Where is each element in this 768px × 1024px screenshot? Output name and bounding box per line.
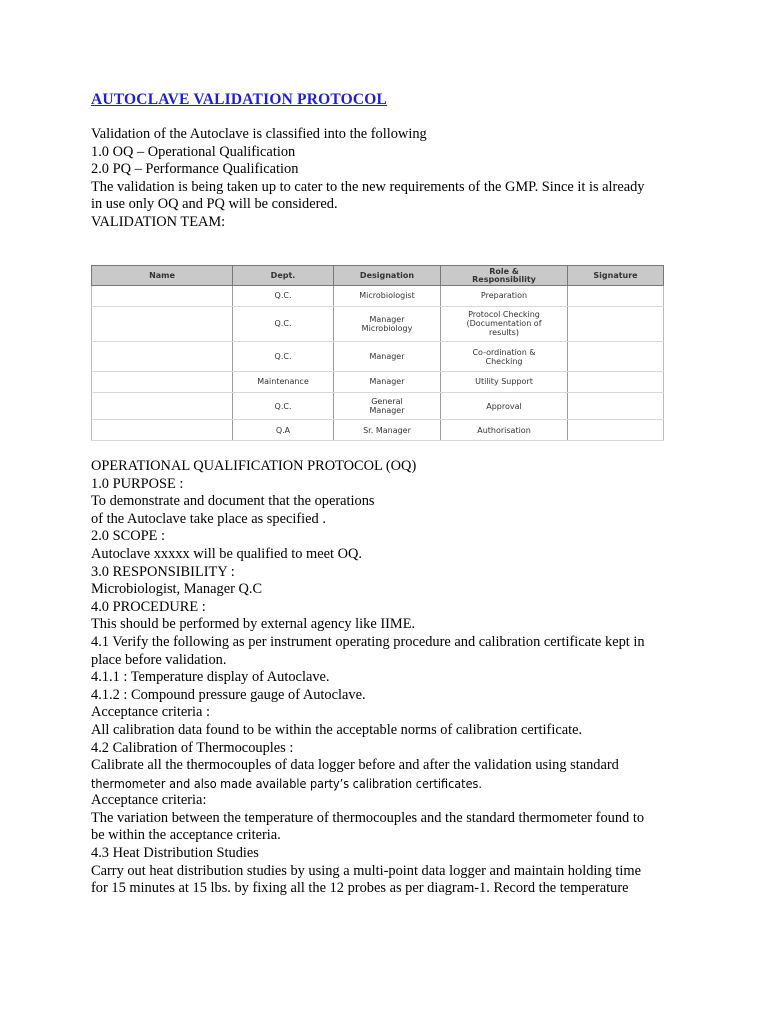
section-heading: 4.0 PROCEDURE : bbox=[91, 598, 206, 615]
cell-designation: Manager Microbiology bbox=[334, 306, 441, 342]
body-line: All calibration data found to be within the acceptable norms of calibration certificate. bbox=[91, 721, 583, 738]
body-line: 4.1.2 : Compound pressure gauge of Autoclave. bbox=[91, 686, 366, 703]
table-header-row bbox=[92, 266, 664, 286]
cell-signature bbox=[568, 286, 664, 307]
body-line: Microbiologist, Manager Q.C bbox=[91, 581, 263, 598]
header-role: Role & Responsibility bbox=[441, 266, 568, 286]
cell-name bbox=[92, 342, 233, 372]
cell-role: Approval bbox=[441, 392, 568, 420]
cell-signature bbox=[568, 372, 664, 393]
body-line: be within the acceptance criteria. bbox=[91, 827, 281, 844]
cell-role: Utility Support bbox=[441, 372, 568, 393]
table-row bbox=[92, 306, 664, 342]
cell-role: Co-ordination & Checking bbox=[441, 342, 568, 372]
acceptance-criteria-label: Acceptance criteria : bbox=[91, 704, 211, 721]
section-heading: 2.0 SCOPE : bbox=[91, 528, 165, 545]
section-heading: 4.2 Calibration of Thermocouples : bbox=[91, 739, 294, 756]
table-row bbox=[92, 286, 664, 307]
body-line: Carry out heat distribution studies by using a multi-point data logger and maintain holding time bbox=[91, 862, 641, 879]
body-line: for 15 minutes at 15 lbs. by fixing all the 12 probes as per diagram-1. Record the temperature bbox=[91, 880, 629, 897]
validation-team-heading: VALIDATION TEAM: bbox=[91, 213, 226, 230]
acceptance-criteria-label: Acceptance criteria: bbox=[91, 792, 207, 809]
section-heading: 3.0 RESPONSIBILITY : bbox=[91, 563, 235, 580]
cell-dept: Q.A bbox=[233, 420, 334, 441]
intro-section bbox=[91, 126, 691, 232]
cell-dept: Maintenance bbox=[233, 372, 334, 393]
intro-line: 1.0 OQ – Operational Qualification bbox=[91, 143, 296, 160]
cell-name bbox=[92, 420, 233, 441]
cell-designation: General Manager bbox=[334, 392, 441, 420]
header-designation: Designation bbox=[334, 266, 441, 286]
body-line: of the Autoclave take place as specified . bbox=[91, 510, 326, 527]
cell-designation: Microbiologist bbox=[334, 286, 441, 307]
body-line: place before validation. bbox=[91, 651, 227, 668]
section-heading: 1.0 PURPOSE : bbox=[91, 475, 184, 492]
oq-heading: OPERATIONAL QUALIFICATION PROTOCOL (OQ) bbox=[91, 458, 417, 474]
header-dept: Dept. bbox=[233, 266, 334, 286]
table-row bbox=[92, 420, 664, 441]
cell-name bbox=[92, 286, 233, 307]
header-signature: Signature bbox=[568, 266, 664, 286]
cell-name bbox=[92, 392, 233, 420]
intro-line: 2.0 PQ – Performance Qualification bbox=[91, 161, 299, 178]
body-line: thermometer and also made available party’s calibration certificates. bbox=[91, 775, 482, 791]
body-line: 4.1 Verify the following as per instrument operating procedure and calibration certificate kept in bbox=[91, 633, 645, 650]
body-line: Calibrate all the thermocouples of data logger before and after the validation using standard bbox=[91, 757, 619, 774]
document-title: AUTOCLAVE VALIDATION PROTOCOL bbox=[91, 91, 388, 108]
table-row bbox=[92, 392, 664, 420]
intro-line: The validation is being taken up to cater to the new requirements of the GMP. Since it is already bbox=[91, 178, 645, 195]
cell-designation: Manager bbox=[334, 372, 441, 393]
section-heading: 4.3 Heat Distribution Studies bbox=[91, 845, 259, 862]
body-line: The variation between the temperature of thermocouples and the standard thermometer found to bbox=[91, 809, 645, 826]
cell-dept: Q.C. bbox=[233, 286, 334, 307]
cell-signature bbox=[568, 392, 664, 420]
cell-role: Protocol Checking (Documentation of results) bbox=[441, 306, 568, 342]
cell-signature bbox=[568, 342, 664, 372]
oq-protocol-section bbox=[91, 458, 691, 898]
body-line: 4.1.1 : Temperature display of Autoclave. bbox=[91, 669, 330, 686]
cell-dept: Q.C. bbox=[233, 306, 334, 342]
body-line: This should be performed by external agency like IIME. bbox=[91, 616, 416, 633]
cell-role: Preparation bbox=[441, 286, 568, 307]
table-row bbox=[92, 342, 664, 372]
cell-designation: Manager bbox=[334, 342, 441, 372]
header-name: Name bbox=[92, 266, 233, 286]
cell-name bbox=[92, 372, 233, 393]
cell-signature bbox=[568, 420, 664, 441]
table-row bbox=[92, 372, 664, 393]
body-line: To demonstrate and document that the operations bbox=[91, 493, 375, 510]
cell-designation: Sr. Manager bbox=[334, 420, 441, 441]
cell-dept: Q.C. bbox=[233, 392, 334, 420]
intro-line: Validation of the Autoclave is classified into the following bbox=[91, 126, 427, 142]
intro-line: in use only OQ and PQ will be considered. bbox=[91, 196, 338, 213]
body-line: Autoclave xxxxx will be qualified to meet OQ. bbox=[91, 545, 362, 562]
validation-team-table bbox=[91, 265, 664, 441]
cell-name bbox=[92, 306, 233, 342]
cell-signature bbox=[568, 306, 664, 342]
cell-dept: Q.C. bbox=[233, 342, 334, 372]
cell-role: Authorisation bbox=[441, 420, 568, 441]
